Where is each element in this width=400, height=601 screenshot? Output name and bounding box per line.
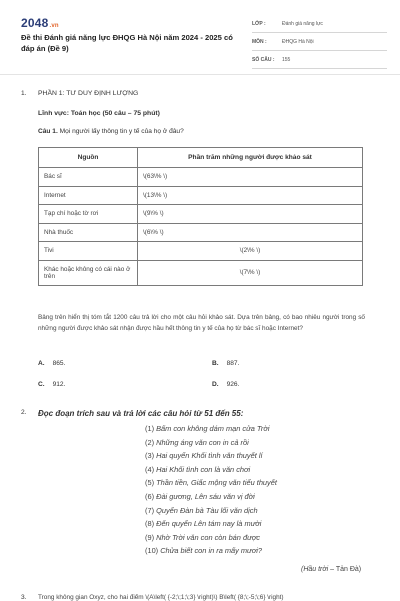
line-text: Chửa biết con in ra mấy mươi? [160,546,262,556]
option-letter: B. [212,360,219,367]
table-cell-percent: \(6\% \) [138,223,363,242]
header-divider [0,74,400,75]
source-author: – Tản Đà) [328,566,362,573]
line-text: Hai quyển Khối tình văn thuyết lí [156,451,263,461]
table-cell-percent: \(13\% \) [138,186,363,205]
answer-option-b[interactable] [212,360,239,367]
reading-instruction: Đọc đoạn trích sau và trả lời các câu hỏi từ 51 đến 55: [38,409,244,418]
logo-suffix: .vn [49,23,59,29]
line-number: (3) [145,451,155,461]
table-cell-source: Khác hoặc không có cái nào ở trên [39,260,138,285]
line-text: Đến quyển Lên tám nay là mười [156,519,262,529]
option-text: 926. [226,381,240,388]
question-number: 3. [21,594,27,601]
option-letter: A. [38,360,45,367]
line-number: (9) [145,532,155,542]
question-description: Bảng trên hiển thị tóm tắt 1200 câu trả lời cho một câu hỏi khảo sát. Dựa trên bảng, có bao nhiêu người trong số những người được khảo sát nhận được hầu hết thông tin y tế của họ từ bác sĩ hoặc Internet? [38,314,365,333]
answer-option-c[interactable] [38,381,65,388]
line-text: Thần tiền, Giấc mộng văn tiểu thuyết [156,478,277,488]
table-header-row [39,148,363,168]
poem-line [145,436,365,450]
site-logo[interactable] [21,16,59,30]
table-cell-source: Nhà thuốc [39,223,138,242]
poem-line [145,531,365,545]
line-text: Đài gương, Lên sáu văn vị đời [156,491,255,501]
question-text: Trong không gian Oxyz, cho hai điểm \(A\left( {-2;\;1;\;3} \right)\) B\left( {8;\;-5;\;6} \right) [38,594,284,601]
meta-row-subject [252,33,387,51]
meta-row-count [252,51,387,69]
option-text: 865. [52,360,66,367]
table-cell-source: Tạp chí hoặc tờ rơi [39,205,138,224]
line-text: Quyển Đàn bà Tàu lối văn dịch [156,505,258,515]
table-cell-percent: \(2\% \) [138,242,363,261]
line-number: (6) [145,491,155,501]
table-cell-percent: \(63\% \) [138,168,363,187]
table-cell-percent: \(7\% \) [138,260,363,285]
answer-option-d[interactable] [212,381,239,388]
line-number: (2) [145,437,155,447]
meta-value[interactable]: ĐHQG Hà Nội [282,38,314,45]
poem-line [145,517,365,531]
line-number: (4) [145,464,155,474]
option-letter: C. [38,381,45,388]
field-heading: Lĩnh vực: Toán học (50 câu – 75 phút) [38,110,160,117]
option-text: 887. [226,360,240,367]
meta-key: LỚP : [252,20,266,27]
table-header-percent: Phần trăm những người được khảo sát [138,148,363,168]
survey-table [38,147,363,286]
table-row [39,168,363,187]
logo-text: 2048 [21,16,49,30]
question-text: Mọi người lấy thông tin y tế của họ ở đâu? [57,128,184,135]
table-cell-source: Internet [39,186,138,205]
poem-line [145,544,365,558]
poem-line [145,476,365,490]
question-label: Câu 1. [38,128,58,135]
meta-row-class [252,15,387,33]
answer-option-a[interactable] [38,360,65,367]
poem-excerpt [145,422,365,558]
question-prompt [38,128,184,135]
table-row [39,223,363,242]
line-number: (5) [145,478,155,488]
poem-line [145,490,365,504]
table-row [39,260,363,285]
source-work: (Hầu trời [301,566,329,573]
table-row [39,242,363,261]
line-number: (10) [145,546,159,556]
option-letter: D. [212,381,219,388]
line-text: Nhờ Trời văn con còn bán được [156,532,260,542]
meta-value: 155 [282,56,291,63]
line-number: (1) [145,424,155,433]
line-number: (7) [145,505,155,515]
exam-title: Đề thi Đánh giá năng lực ĐHQG Hà Nội năm 2024 - 2025 có đáp án (Đề 9) [21,33,233,53]
part-heading: PHẦN 1: TƯ DUY ĐỊNH LƯỢNG [38,90,139,97]
table-row [39,186,363,205]
poem-line [145,422,365,436]
poem-line [145,463,365,477]
page-header [0,0,400,74]
table-cell-source: Tivi [39,242,138,261]
poem-line [145,504,365,518]
meta-key: SỐ CÂU : [252,56,275,63]
poem-line [145,449,365,463]
table-header-source: Nguồn [39,148,138,168]
question-number: 1. [21,90,27,97]
exam-meta [252,15,387,69]
table-row [39,205,363,224]
line-text: Những áng văn con in cả rồi [156,437,249,447]
table-cell-percent: \(9\% \) [138,205,363,224]
table-cell-source: Bác sĩ [39,168,138,187]
option-text: 912. [52,381,66,388]
line-number: (8) [145,519,155,529]
meta-key: MÔN : [252,38,267,45]
meta-value[interactable]: Đánh giá năng lực [282,20,323,27]
poem-source [301,566,361,573]
line-text: Bấm con không dám mạn cửa Trời [156,424,270,433]
question-number: 2. [21,409,27,416]
line-text: Hai Khối tình con là văn chơi [156,464,251,474]
